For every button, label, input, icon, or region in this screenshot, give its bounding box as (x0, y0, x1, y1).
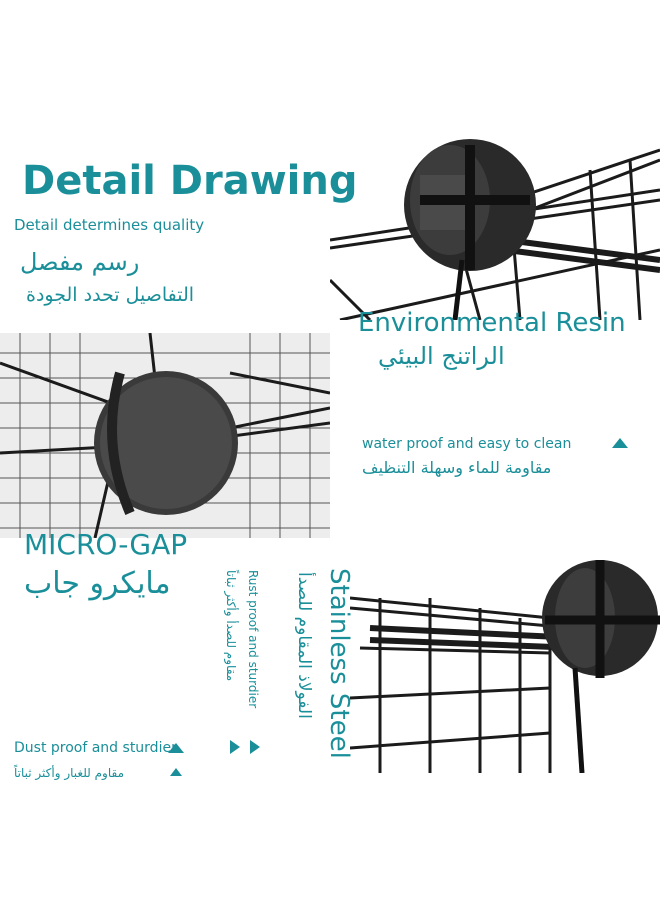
wire-grid-graphic (330, 130, 660, 320)
stainless-steel-title: Stainless Steel (324, 568, 354, 759)
triangle-up-icon (170, 768, 182, 776)
arabic-subtitle: التفاصيل تحدد الجودة (26, 284, 195, 306)
waterproof-note: water proof and easy to clean (362, 436, 572, 452)
rust-proof-note: Rust proof and sturdier (246, 570, 260, 709)
dust-proof-arabic-note: مقاوم للغبار وأكثر ثباتاً (14, 766, 125, 780)
environmental-title: Environmental Resin (358, 308, 626, 338)
connector-photo-top-right (330, 130, 660, 320)
rust-proof-arabic-note: مقاوم للصدأ وأكثر ثباتاً (224, 570, 238, 682)
dust-proof-note: Dust proof and sturdier (14, 740, 177, 756)
connector-photo-bottom-right (350, 548, 660, 773)
triangle-right-icon (230, 740, 240, 754)
micro-gap-title: MICRO-GAP (24, 528, 188, 561)
environmental-arabic-title: الراتنج البيئي (378, 342, 505, 370)
micro-gap-arabic-title: مايكرو جاب (24, 566, 171, 601)
triangle-up-icon (612, 438, 628, 448)
connector-photo-left (0, 333, 330, 538)
page-title: Detail Drawing (22, 158, 358, 204)
triangle-up-icon (168, 743, 184, 753)
triangle-right-icon (250, 740, 260, 754)
page-subtitle: Detail determines quality (14, 216, 205, 234)
stainless-steel-arabic-title: الفولاذ المقاوم للصدأ (294, 572, 314, 719)
wire-grid-graphic (0, 333, 330, 538)
waterproof-arabic-note: مقاومة للماء وسهلة التنظيف (362, 458, 552, 477)
wire-grid-graphic (350, 548, 660, 773)
arabic-title: رسم مفصل (20, 248, 140, 276)
